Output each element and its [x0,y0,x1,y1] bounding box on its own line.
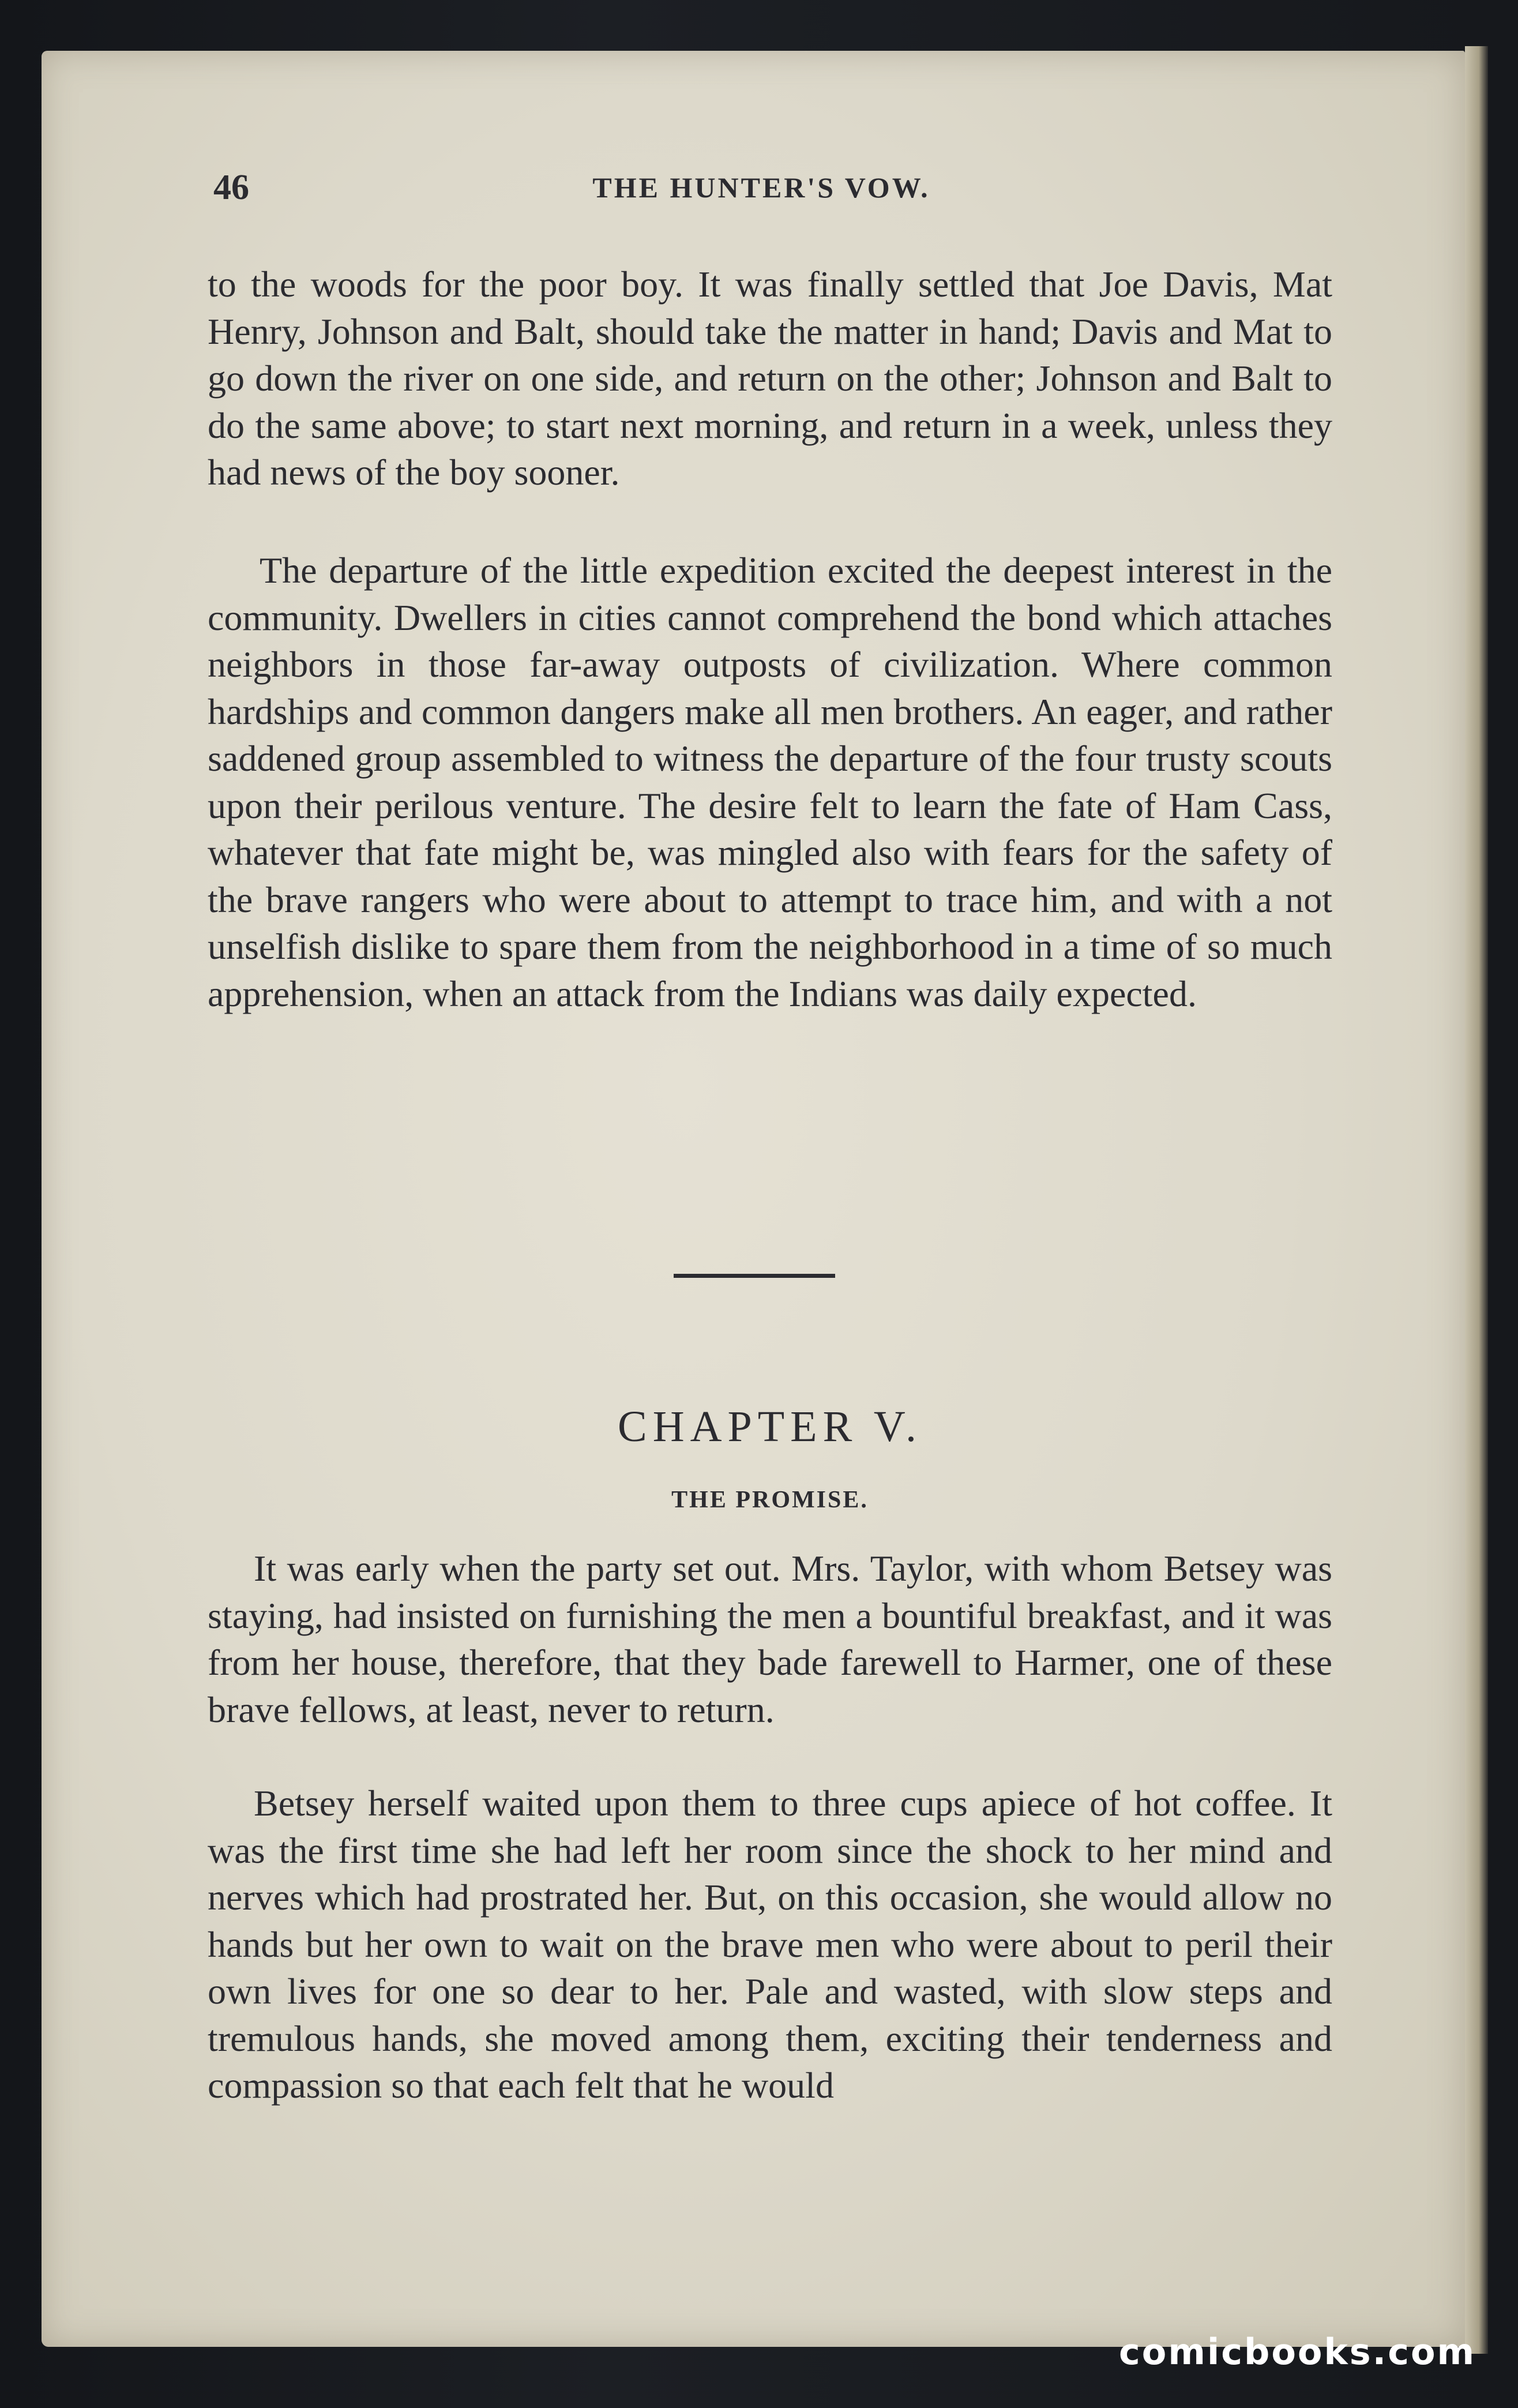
chapter-paragraph-1: It was early when the party set out. Mrs. Taylor, with whom Betsey was staying, had insisted on furnishing the men a bountiful breakfast, and it was from her house, therefore, that they bade farewell to Harmer, one of these brave fellows, at least, never to return. [208,1548,1332,1730]
paragraph-1: to the woods for the poor boy. It was finally settled that Joe Davis, Mat Henry, Johnson and Balt, should take the matter in hand; Davis and Mat to go down the river on one side, and return on the other; Johnson and Balt to do the same above; to start next morning, and return in a week, unless they had news of the boy sooner. [208,264,1332,493]
paragraph-2: The departure of the little expedition excited the deepest interest in the community. Dwellers in cities cannot comprehend the bond which attaches neighbors in those far-away outposts of civilization. Where common hardships and common dangers make all men brothers. An eager, and rather saddened group assembled to witness the departure of the four trusty scouts upon their perilous venture. The desire felt to learn the fate of Ham Cass, whatever that fate might be, was mingled also with fears for the safety of the brave rangers who were about to attempt to trace him, and with a not unselfish dislike to spare them from the neighborhood in a time of so much apprehension, when an attack from the Indians was daily expected. [208,550,1332,1014]
chapter-subtitle: THE PROMISE. [671,1487,869,1513]
chapter-paragraph-2: Betsey herself waited upon them to three cups apiece of hot coffee. It was the first time she had left her room since the shock to her mind and nerves which had prostrated her. But, on this occasion, she would allow no hands but her own to wait on the brave men who were about to peril their own lives for one so dear to her. Pale and wasted, with slow steps and tremulous hands, she moved among them, exciting their tenderness and compassion so that each felt that he would [208,1783,1332,2106]
page-number: 46 [213,168,249,207]
running-title: THE HUNTER'S VOW. [592,171,930,204]
page-edge [1465,46,1488,2354]
section-divider [674,1274,835,1278]
page-header [173,167,1350,213]
watermark: comicbooks.com [1119,2331,1476,2373]
chapter-title: CHAPTER V. [618,1402,922,1451]
